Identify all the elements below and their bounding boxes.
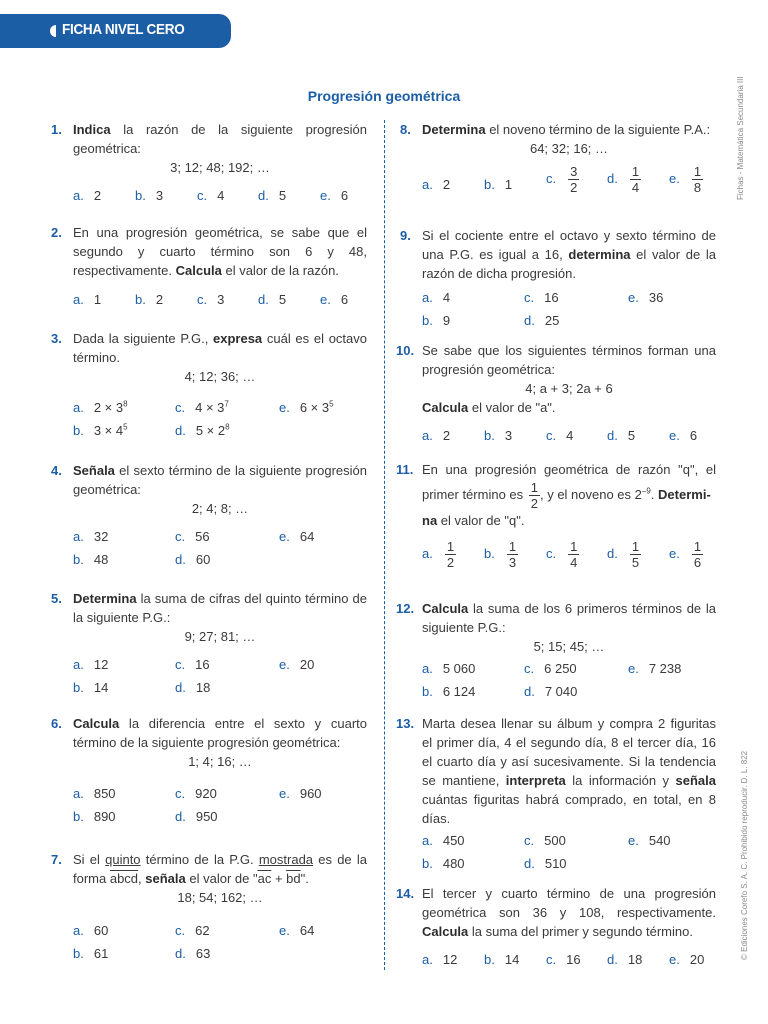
option-c[interactable]: c. $4 \times 3^7$ [175,399,229,415]
option-a[interactable]: a. 60 [73,923,109,938]
half-circle-icon [50,25,56,37]
fraction: $\frac{1}{8}$ [693,164,702,195]
option-d[interactable]: d. $\frac{1}{5}$ [607,539,640,570]
question-text: la suma de los 6 primeros términos de la siguiente P.G.: [422,601,716,635]
option-b[interactable]: b. 3 [484,428,513,443]
option-c[interactable]: c. 4 [197,188,225,203]
option-e[interactable]: e. $\frac{1}{8}$ [669,164,702,195]
option-a[interactable]: a. 450 [422,833,465,848]
option-b[interactable]: b. 890 [73,809,116,824]
options-row [73,944,367,964]
option-e[interactable]: e. 540 [628,833,671,848]
question-verb: determina [568,247,631,262]
options-row [73,421,367,441]
question-number: 6. [51,716,62,731]
option-c[interactable]: c. 16 [546,952,581,967]
question-text: la suma del primer y segundo término. [468,924,693,939]
question-number: 5. [51,591,62,606]
option-e[interactable]: e. 36 [628,290,664,305]
question-text: el valor de la razón de dicha progresión. [422,247,716,281]
question-verb: Calcula [73,716,120,731]
fraction: $\frac{1}{2}$ [530,480,538,511]
question-verb: señala [145,871,186,886]
option-c[interactable]: c. 16 [524,290,559,305]
fraction: $\frac{1}{4}$ [631,164,640,195]
option-d[interactable]: d. 60 [175,552,211,567]
question-verb: Calcula [422,601,469,616]
option-d[interactable]: d. 950 [175,809,218,824]
options-row [73,921,367,941]
question-verb: Calcula [175,263,222,278]
question-verb: Determi- [658,486,711,502]
question-number: 10. [396,343,415,358]
option-b[interactable]: b. $\frac{1}{3}$ [484,539,517,570]
question-7: 7. Si el quinto término de la P.G. mostrada es de la forma abcd, señala el valor de "$\overline{ac} + \overline{bd}$". 18; 54; 162; … a. 60 c. 62 e. 64 b. 61 d. 63 [73,850,367,964]
question-verb: interpreta [505,773,566,788]
question-10 [396,341,716,446]
option-c[interactable]: c. 56 [175,529,210,544]
question-number: 12. [396,601,415,616]
option-a[interactable]: a. 5 060 [422,661,476,676]
question-number: 1. [51,122,62,137]
option-d[interactable]: d. 63 [175,946,211,961]
question-number: 2. [51,225,62,240]
option-b[interactable]: b. 9 [422,313,451,328]
question-verb: Indica [73,122,111,137]
question-number: 11. [396,462,414,477]
option-a[interactable]: a. 4 [422,290,451,305]
option-c[interactable]: c. 920 [175,786,217,801]
question-verb: expresa [213,331,263,346]
question-verb: Señala [73,463,115,478]
option-c[interactable]: c. $\frac{1}{4}$ [546,539,578,570]
options-row [422,854,716,874]
fraction: $\frac{1}{5}$ [631,539,640,570]
option-b[interactable]: b. 6 124 [422,684,476,699]
option-e[interactable]: e. $6 \times 3^5$ [279,399,334,415]
options-row [73,784,367,804]
question-6 [51,714,367,827]
sequence: 18; 54; 162; … [177,890,263,905]
option-a[interactable]: a. 2 [422,428,451,443]
option-d[interactable]: d. 18 [175,680,211,695]
options-row [73,655,367,675]
option-b[interactable]: b. $3 \times 4^5$ [73,422,128,438]
option-d[interactable]: d. 18 [607,952,643,967]
option-c[interactable]: c. $\frac{3}{2}$ [546,164,578,195]
question-4 [51,461,367,570]
option-d[interactable]: d. 510 [524,856,567,871]
question-text: la diferencia entre el sexto y cuarto término de la siguiente progresión geométrica: [73,716,367,750]
options-row [73,807,367,827]
question-number: 14. [396,886,415,901]
header-tab-label: FICHA NIVEL CERO [62,21,185,38]
option-b[interactable]: b. 48 [73,552,109,567]
option-b[interactable]: b. 61 [73,946,109,961]
options-row [73,186,367,206]
sequence: 9; 27; 81; … [184,629,256,644]
options-row [73,527,367,547]
overline-number: abcd [109,871,139,886]
question-14 [396,884,716,970]
option-e[interactable]: e. 7 238 [628,661,682,676]
question-text: cuál es el octavo término. [73,331,367,365]
option-e[interactable]: e. 20 [669,952,705,967]
option-e[interactable]: e. 6 [320,188,349,203]
option-a[interactable]: a. 1 [73,292,102,307]
option-b[interactable]: b. 2 [135,292,164,307]
option-b[interactable]: b. 480 [422,856,465,871]
question-13: 13. Marta desea llenar su álbum y compra 2 figuritas el primer día, 4 el segundo día, 8 el tercer día, 16 el cuarto día y así sucesivamente. Si la tendencia se mantiene, interpreta la información y señala cuántas figuritas habrá comprado, en total, en 8 días. a. 450 c. 500 e. 540 b. 480 d. 510 [422,714,716,874]
option-a[interactable]: a. 850 [73,786,116,801]
question-text: el sexto término de la siguiente progresión geométrica: [73,463,367,497]
question-12 [396,599,716,702]
option-e[interactable]: e. 960 [279,786,322,801]
option-c[interactable]: c. 16 [175,657,210,672]
question-text: El tercer y cuarto término de una progresión geométrica son 36 y 108, respectivamente. [422,886,716,920]
question-verb: Determina [422,122,486,137]
question-1 [51,120,367,206]
sequence: 4; 12; 36; … [184,369,256,384]
options-row [422,831,716,851]
question-number: 9. [400,228,411,243]
question-text: Marta desea llenar su álbum y compra 2 figuritas el primer día, 4 el segundo día, 8 el tercer día, 16 el cuarto día y así sucesivamente. Si la tendencia se mantiene, [422,716,716,788]
question-text: En una progresión geométrica, se sabe que el segundo y cuarto término son 6 y 48, respectivamente. [73,225,367,278]
option-d[interactable]: d. $5 \times 2^8$ [175,422,230,438]
question-text: Si el cociente entre el octavo y sexto término de una P.G. es igual a 16, [422,228,716,262]
question-text: el valor de "a". [468,400,556,415]
option-c[interactable]: c. 500 [524,833,566,848]
question-text: el noveno término de la siguiente P.A.: [485,122,711,137]
option-c[interactable]: c. 6 250 [524,661,577,676]
option-b[interactable]: b. 14 [73,680,109,695]
option-b[interactable]: b. 14 [484,952,520,967]
options-row [422,539,716,583]
question-5 [51,589,367,698]
option-e[interactable]: e. 6 [669,428,698,443]
options-row [73,398,367,418]
option-e[interactable]: e. 20 [279,657,315,672]
option-a[interactable]: a. 12 [73,657,109,672]
option-e[interactable]: e. $\frac{1}{6}$ [669,539,702,570]
options-row [73,290,367,310]
question-3 [51,329,367,441]
options-row [73,550,367,570]
sequence: 3; 12; 48; 192; … [170,160,270,175]
option-d[interactable]: d. 7 040 [524,684,578,699]
options-row [422,682,716,702]
question-number: 3. [51,331,62,346]
option-d[interactable]: d. 5 [258,188,287,203]
question-number: 7. [51,852,62,867]
question-number: 8. [400,122,411,137]
options-row [422,950,716,970]
side-text-bottom: © Ediciones Corefo S. A. C. Prohibido reproducir. D. L. 822 [740,750,749,960]
question-text: la razón de la siguiente progresión geométrica: [73,122,367,156]
question-number: 13. [396,716,415,731]
fraction: $\frac{1}{2}$ [446,539,455,570]
question-verb: Calcula [422,924,469,939]
option-a[interactable]: a. 2 [73,188,102,203]
option-e[interactable]: e. 64 [279,529,315,544]
option-b[interactable]: b. 1 [484,177,513,192]
options-row [73,678,367,698]
option-a[interactable]: a. 32 [73,529,109,544]
question-8 [400,120,716,204]
option-e[interactable]: e. 6 [320,292,349,307]
options-row [422,164,716,204]
fraction: $\frac{1}{3}$ [508,539,517,570]
question-11: 11. En una progresión geométrica de razón "q", el primer término es $\frac{1}{2}$ , y el noveno es $2^{-9}$. Determi- na el valor de "q". a. $\frac{1}{2}$ b. $\frac{1}{3}$ c. $\frac{1}{4}$ d. $\frac{1}{5}$ e. $\frac{1}{6}$ [422,460,716,583]
option-c[interactable]: c. 62 [175,923,210,938]
option-a[interactable]: a. $\frac{1}{2}$ [422,539,455,570]
page-title: Progresión geométrica [307,88,461,104]
option-a[interactable]: a. $2 \times 3^8$ [73,399,128,415]
side-text-top: Fichas - Matemática Secundaria III [736,76,745,200]
fraction: $\frac{1}{4}$ [570,539,578,570]
fraction: $\frac{1}{6}$ [693,539,702,570]
question-text: el valor de la razón. [221,263,339,278]
option-c[interactable]: c. 3 [197,292,225,307]
option-d[interactable]: d. 25 [524,313,560,328]
sequence: 4; a + 3; 2a + 6 [525,381,613,396]
option-d[interactable]: d. 5 [258,292,287,307]
options-row [422,426,716,446]
option-b[interactable]: b. 3 [135,188,164,203]
question-text: Se sabe que los siguientes términos forman una progresión geométrica: [422,343,716,377]
header-tab [0,14,231,48]
option-c[interactable]: c. 4 [546,428,574,443]
question-verb: Determina [73,591,137,606]
column-divider [384,120,385,970]
question-verb: Calcula [422,400,469,415]
sequence: 2; 4; 8; … [191,501,249,516]
sequence: 5; 15; 45; … [533,639,605,654]
options-row [422,659,716,679]
question-2 [51,223,367,310]
option-a[interactable]: a. 12 [422,952,458,967]
option-e[interactable]: e. 64 [279,923,315,938]
question-text: Dada la siguiente P.G., [73,331,214,346]
option-d[interactable]: d. $\frac{1}{4}$ [607,164,640,195]
options-row [422,311,716,331]
option-a[interactable]: a. 2 [422,177,451,192]
fraction: $\frac{3}{2}$ [570,164,578,195]
question-9 [400,226,716,331]
sequence: 64; 32; 16; … [529,141,609,156]
options-row [422,288,716,308]
question-number: 4. [51,463,62,478]
question-text: la suma de cifras del quinto término de la siguiente P.G.: [73,591,367,625]
sequence: 1; 4; 16; … [188,754,252,769]
option-d[interactable]: d. 5 [607,428,636,443]
